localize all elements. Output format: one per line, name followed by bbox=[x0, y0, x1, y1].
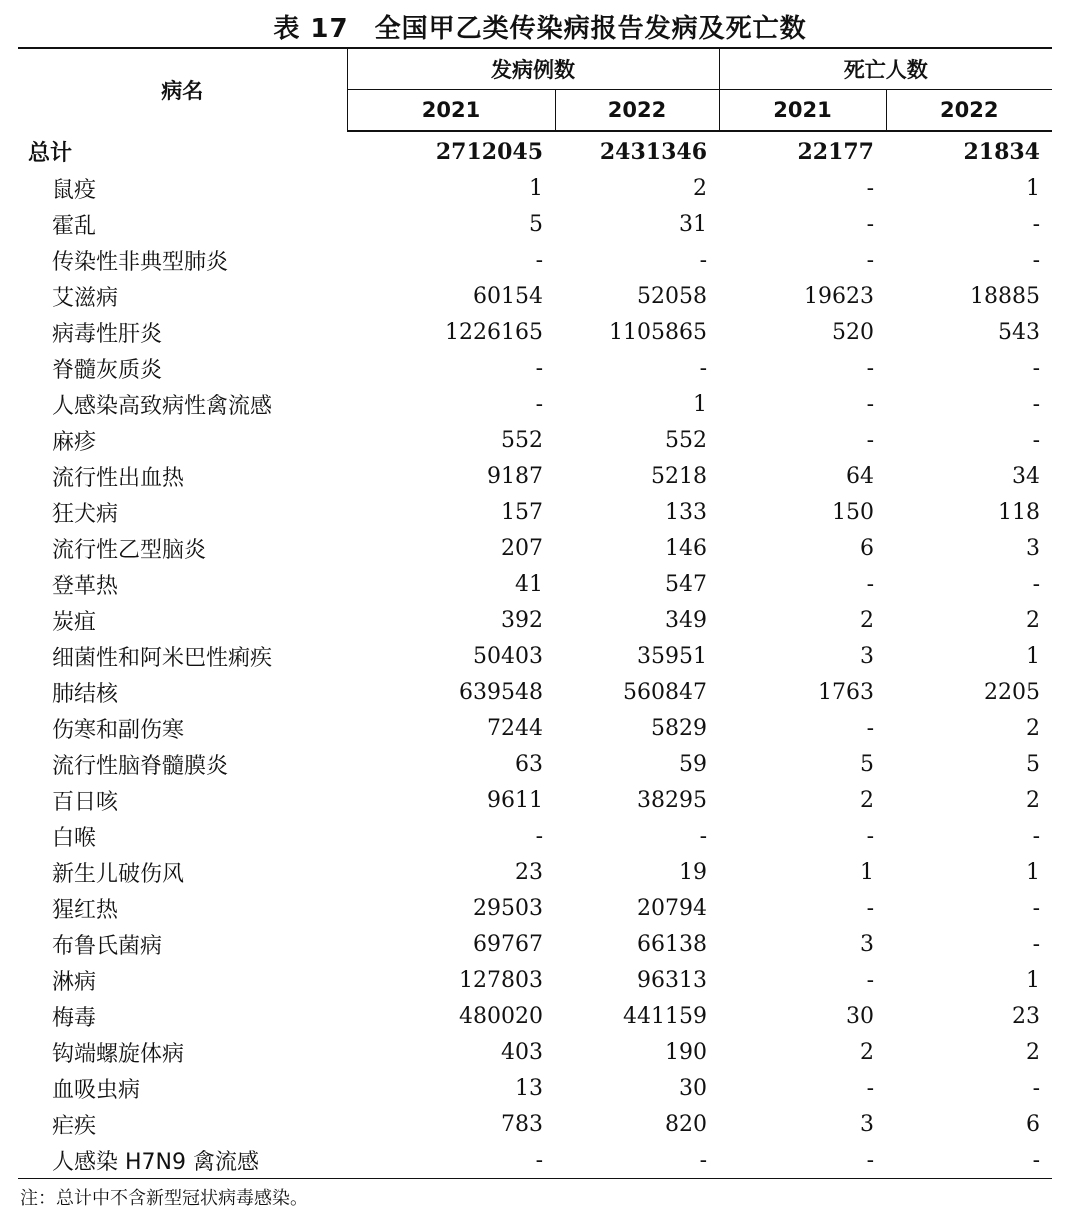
cases-2021-cell: 13 bbox=[515, 1075, 543, 1101]
deaths-2022-cell: - bbox=[1032, 895, 1040, 921]
deaths-2022-cell: 34 bbox=[1012, 463, 1040, 489]
table-row bbox=[18, 638, 1052, 674]
deaths-2021-cell: - bbox=[866, 571, 874, 597]
header-cases-2021: 2021 bbox=[347, 90, 555, 132]
total-row bbox=[18, 131, 1052, 170]
cases-2021-cell: 7244 bbox=[487, 715, 543, 741]
cases-2021-cell: 29503 bbox=[473, 895, 543, 921]
cases-2021-cell: - bbox=[535, 355, 543, 381]
deaths-2022-cell: 5 bbox=[1026, 751, 1040, 777]
disease-name-cell: 疟疾 bbox=[52, 1113, 97, 1139]
disease-name-cell: 肺结核 bbox=[52, 681, 119, 707]
disease-name-cell: 布鲁氏菌病 bbox=[52, 933, 163, 959]
table-row bbox=[18, 494, 1052, 530]
disease-name-cell: 流行性脑脊髓膜炎 bbox=[52, 753, 229, 779]
deaths-2021-cell: 1 bbox=[860, 859, 874, 885]
deaths-2021-cell: - bbox=[866, 427, 874, 453]
deaths-2021-cell: - bbox=[866, 823, 874, 849]
deaths-2022-cell: - bbox=[1032, 427, 1040, 453]
table-row bbox=[18, 350, 1052, 386]
cases-2022-cell: - bbox=[699, 247, 707, 273]
cases-2022-cell: 820 bbox=[665, 1111, 707, 1137]
deaths-2022-cell: 21834 bbox=[963, 139, 1040, 165]
disease-name-cell: 细菌性和阿米巴性痢疾 bbox=[52, 645, 273, 671]
disease-name-cell: 脊髓灰质炎 bbox=[52, 357, 163, 383]
cases-2022-cell: 59 bbox=[679, 751, 707, 777]
table-row bbox=[18, 926, 1052, 962]
deaths-2021-cell: 2 bbox=[860, 607, 874, 633]
deaths-2022-cell: 6 bbox=[1026, 1111, 1040, 1137]
cases-2021-cell: 41 bbox=[515, 571, 543, 597]
cases-2022-cell: 66138 bbox=[637, 931, 707, 957]
cases-2022-cell: 38295 bbox=[637, 787, 707, 813]
table-row bbox=[18, 458, 1052, 494]
cases-2021-cell: 9611 bbox=[487, 787, 543, 813]
table-number: 表 17 bbox=[273, 14, 349, 44]
disease-name-cell: 猩红热 bbox=[52, 897, 119, 923]
cases-2021-cell: 207 bbox=[501, 535, 543, 561]
table-title-text: 全国甲乙类传染病报告发病及死亡数 bbox=[374, 14, 807, 44]
deaths-2021-cell: 2 bbox=[860, 787, 874, 813]
header-deaths-2021: 2021 bbox=[719, 90, 886, 132]
deaths-2021-cell: - bbox=[866, 391, 874, 417]
cases-2021-cell: 157 bbox=[501, 499, 543, 525]
cases-2022-cell: 547 bbox=[665, 571, 707, 597]
cases-2021-cell: 23 bbox=[515, 859, 543, 885]
disease-name-cell: 人感染 H7N9 禽流感 bbox=[18, 1142, 347, 1179]
cases-2022-cell: 30 bbox=[679, 1075, 707, 1101]
cases-2022-cell: 1 bbox=[693, 391, 707, 417]
cases-2021-cell: 69767 bbox=[473, 931, 543, 957]
table-row bbox=[18, 998, 1052, 1034]
disease-name-cell: 登革热 bbox=[52, 573, 119, 599]
cases-2022-cell: 35951 bbox=[637, 643, 707, 669]
cases-2021-cell: 403 bbox=[501, 1039, 543, 1065]
cases-2022-cell: 190 bbox=[665, 1039, 707, 1065]
cases-2021-cell: 127803 bbox=[459, 967, 543, 993]
disease-name-cell: 梅毒 bbox=[52, 1005, 97, 1031]
table-row bbox=[18, 530, 1052, 566]
deaths-2022-cell: - bbox=[1032, 391, 1040, 417]
deaths-2021-cell: - bbox=[866, 355, 874, 381]
deaths-2022-cell: - bbox=[1032, 823, 1040, 849]
header-disease-name: 病名 bbox=[18, 48, 347, 131]
disease-name-cell: 伤寒和副伤寒 bbox=[52, 717, 185, 743]
deaths-2022-cell: - bbox=[1032, 211, 1040, 237]
disease-name-cell: 流行性乙型脑炎 bbox=[52, 537, 207, 563]
table-row bbox=[18, 314, 1052, 350]
table-row bbox=[18, 602, 1052, 638]
table-row bbox=[18, 746, 1052, 782]
cases-2022-cell: 552 bbox=[665, 427, 707, 453]
header-cases: 发病例数 bbox=[347, 48, 719, 90]
deaths-2021-cell: 1763 bbox=[818, 679, 874, 705]
table-row bbox=[18, 278, 1052, 314]
cases-2022-cell: 5829 bbox=[651, 715, 707, 741]
deaths-2021-cell: 22177 bbox=[797, 139, 874, 165]
table-row bbox=[18, 782, 1052, 818]
deaths-2021-cell: 520 bbox=[832, 319, 874, 345]
cases-2021-cell: 1 bbox=[529, 175, 543, 201]
cases-2021-cell: 50403 bbox=[473, 643, 543, 669]
deaths-2022-cell: 3 bbox=[1026, 535, 1040, 561]
cases-2021-cell: 552 bbox=[501, 427, 543, 453]
disease-name-cell: 传染性非典型肺炎 bbox=[52, 249, 229, 275]
deaths-2021-cell: 2 bbox=[860, 1039, 874, 1065]
table-row bbox=[18, 566, 1052, 602]
disease-name-cell: 百日咳 bbox=[52, 789, 119, 815]
deaths-2022-cell: 543 bbox=[998, 319, 1040, 345]
disease-name-cell: 总计 bbox=[28, 141, 73, 166]
deaths-2021-cell: 3 bbox=[860, 1111, 874, 1137]
deaths-2021-cell: 64 bbox=[846, 463, 874, 489]
cases-2022-cell: 349 bbox=[665, 607, 707, 633]
cases-2021-cell: - bbox=[535, 823, 543, 849]
deaths-2022-cell: - bbox=[1032, 247, 1040, 273]
disease-table bbox=[18, 47, 1052, 1179]
footnote: 注：总计中不含新型冠状病毒感染。 bbox=[20, 1188, 308, 1209]
cases-2022-cell: 560847 bbox=[623, 679, 707, 705]
table-row bbox=[18, 710, 1052, 746]
table-row bbox=[18, 1142, 1052, 1179]
deaths-2022-cell: 2 bbox=[1026, 1039, 1040, 1065]
deaths-2022-cell: - bbox=[1032, 355, 1040, 381]
header-deaths-2022: 2022 bbox=[886, 90, 1052, 132]
cases-2022-cell: 20794 bbox=[637, 895, 707, 921]
deaths-2022-cell: 118 bbox=[998, 499, 1040, 525]
cases-2022-cell: 31 bbox=[679, 211, 707, 237]
deaths-2021-cell: - bbox=[719, 1142, 886, 1179]
disease-name-cell: 新生儿破伤风 bbox=[52, 861, 185, 887]
disease-name-cell: 人感染高致病性禽流感 bbox=[52, 393, 273, 419]
cases-2021-cell: 639548 bbox=[459, 679, 543, 705]
table-row bbox=[18, 854, 1052, 890]
deaths-2022-cell: - bbox=[1032, 1075, 1040, 1101]
table-header bbox=[18, 48, 1052, 131]
cases-2021-cell: 60154 bbox=[473, 283, 543, 309]
table-row bbox=[18, 206, 1052, 242]
cases-2021-cell: 392 bbox=[501, 607, 543, 633]
cases-2021-cell: - bbox=[535, 391, 543, 417]
deaths-2021-cell: - bbox=[866, 211, 874, 237]
cases-2022-cell: 52058 bbox=[637, 283, 707, 309]
deaths-2022-cell: 2 bbox=[1026, 787, 1040, 813]
cases-2021-cell: 2712045 bbox=[435, 139, 543, 165]
deaths-2022-cell: 2205 bbox=[984, 679, 1040, 705]
disease-name-cell: 炭疽 bbox=[52, 609, 97, 635]
table-title bbox=[0, 8, 1080, 45]
table-row bbox=[18, 422, 1052, 458]
disease-name-cell: 钩端螺旋体病 bbox=[52, 1041, 185, 1067]
deaths-2021-cell: - bbox=[866, 1075, 874, 1101]
deaths-2021-cell: 30 bbox=[846, 1003, 874, 1029]
cases-2022-cell: 19 bbox=[679, 859, 707, 885]
disease-name-cell: 病毒性肝炎 bbox=[52, 321, 163, 347]
cases-2022-cell: - bbox=[699, 355, 707, 381]
cases-2021-cell: 63 bbox=[515, 751, 543, 777]
cases-2022-cell: 146 bbox=[665, 535, 707, 561]
table-row bbox=[18, 674, 1052, 710]
disease-name-cell: 流行性出血热 bbox=[52, 465, 185, 491]
cases-2021-cell: 5 bbox=[529, 211, 543, 237]
deaths-2022-cell: 23 bbox=[1012, 1003, 1040, 1029]
cases-2022-cell: 133 bbox=[665, 499, 707, 525]
deaths-2021-cell: 19623 bbox=[804, 283, 874, 309]
disease-name-cell: 狂犬病 bbox=[52, 501, 119, 527]
deaths-2022-cell: 1 bbox=[1026, 643, 1040, 669]
deaths-2021-cell: 3 bbox=[860, 931, 874, 957]
cases-2022-cell: - bbox=[699, 823, 707, 849]
table-row bbox=[18, 242, 1052, 278]
table-row bbox=[18, 818, 1052, 854]
deaths-2021-cell: 6 bbox=[860, 535, 874, 561]
deaths-2021-cell: 3 bbox=[860, 643, 874, 669]
table-row bbox=[18, 170, 1052, 206]
deaths-2021-cell: 150 bbox=[832, 499, 874, 525]
disease-name-cell: 鼠疫 bbox=[52, 177, 97, 203]
cases-2022-cell: 2 bbox=[693, 175, 707, 201]
cases-2022-cell: 2431346 bbox=[599, 139, 707, 165]
deaths-2021-cell: - bbox=[866, 247, 874, 273]
disease-name-cell: 艾滋病 bbox=[52, 285, 119, 311]
deaths-2021-cell: - bbox=[866, 715, 874, 741]
cases-2021-cell: - bbox=[535, 247, 543, 273]
cases-2021-cell: - bbox=[347, 1142, 555, 1179]
deaths-2022-cell: 2 bbox=[1026, 607, 1040, 633]
table-row bbox=[18, 1070, 1052, 1106]
deaths-2022-cell: 18885 bbox=[970, 283, 1040, 309]
cases-2022-cell: 5218 bbox=[651, 463, 707, 489]
disease-name-cell: 霍乱 bbox=[52, 213, 97, 239]
deaths-2021-cell: - bbox=[866, 967, 874, 993]
deaths-2021-cell: 5 bbox=[860, 751, 874, 777]
table-row bbox=[18, 890, 1052, 926]
table-row bbox=[18, 386, 1052, 422]
cases-2021-cell: 480020 bbox=[459, 1003, 543, 1029]
table-row bbox=[18, 1106, 1052, 1142]
cases-2022-cell: 441159 bbox=[623, 1003, 707, 1029]
deaths-2021-cell: - bbox=[866, 175, 874, 201]
disease-name-cell: 麻疹 bbox=[52, 429, 97, 455]
cases-2021-cell: 9187 bbox=[487, 463, 543, 489]
deaths-2022-cell: - bbox=[1032, 571, 1040, 597]
cases-2022-cell: - bbox=[555, 1142, 719, 1179]
disease-name-cell: 淋病 bbox=[52, 969, 97, 995]
deaths-2022-cell: - bbox=[886, 1142, 1052, 1179]
deaths-2022-cell: 1 bbox=[1026, 859, 1040, 885]
deaths-2022-cell: 1 bbox=[1026, 967, 1040, 993]
cases-2022-cell: 96313 bbox=[637, 967, 707, 993]
deaths-2022-cell: 2 bbox=[1026, 715, 1040, 741]
cases-2022-cell: 1105865 bbox=[609, 319, 707, 345]
header-cases-2022: 2022 bbox=[555, 90, 719, 132]
table-row bbox=[18, 1034, 1052, 1070]
deaths-2021-cell: - bbox=[866, 895, 874, 921]
deaths-2022-cell: - bbox=[1032, 931, 1040, 957]
cases-2021-cell: 783 bbox=[501, 1111, 543, 1137]
table-row bbox=[18, 962, 1052, 998]
disease-name-cell: 血吸虫病 bbox=[52, 1077, 141, 1103]
header-deaths: 死亡人数 bbox=[843, 58, 928, 82]
cases-2021-cell: 1226165 bbox=[445, 319, 543, 345]
deaths-2022-cell: 1 bbox=[1026, 175, 1040, 201]
table-body bbox=[18, 131, 1052, 1179]
disease-name-cell: 白喉 bbox=[52, 825, 97, 851]
